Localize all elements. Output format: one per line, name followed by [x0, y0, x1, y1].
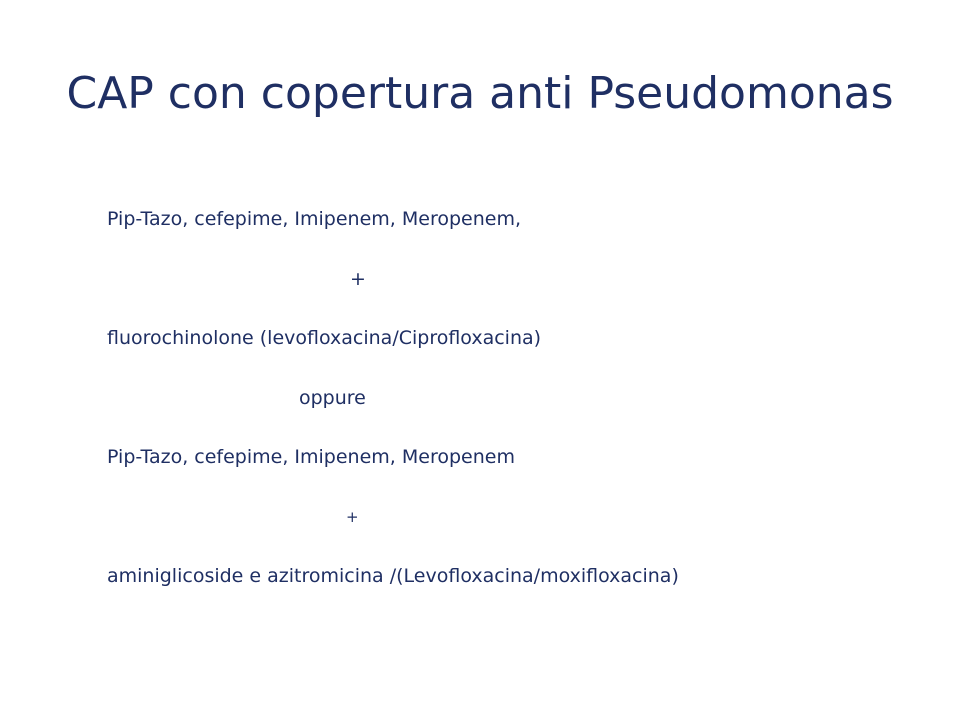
regimen-line-4: aminiglicoside e azitromicina /(Levofloxacina/moxifloxacina)	[107, 565, 679, 587]
regimen-line-2: fluorochinolone (levofloxacina/Ciprofloxacina)	[107, 327, 542, 349]
plus-separator-1: +	[350, 268, 366, 290]
or-separator: oppure	[299, 387, 366, 409]
regimen-line-3: Pip-Tazo, cefepime, Imipenem, Meropenem	[107, 446, 515, 468]
plus-separator-2: +	[346, 508, 359, 526]
regimen-line-1: Pip-Tazo, cefepime, Imipenem, Meropenem,	[107, 208, 521, 230]
slide-title: CAP con copertura anti Pseudomonas	[66, 68, 894, 119]
